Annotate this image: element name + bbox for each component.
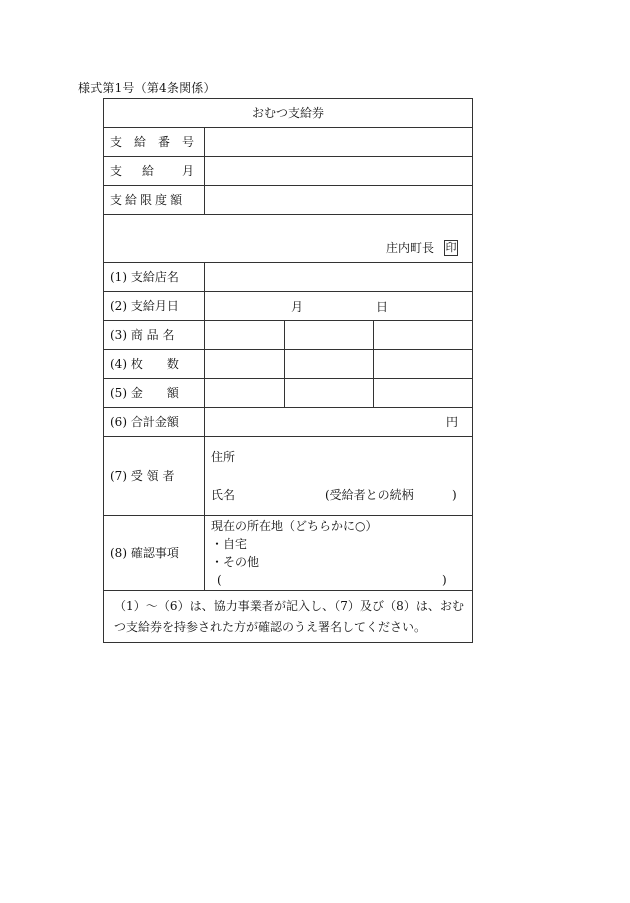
product-name-cell-3[interactable] — [374, 321, 473, 350]
supply-month-field[interactable] — [205, 157, 473, 186]
receiver-name-label: 氏名 — [211, 488, 236, 502]
char: 支 — [110, 164, 123, 178]
receiver-field[interactable] — [205, 437, 473, 516]
mayor-seal-row — [104, 215, 473, 263]
char: 番 — [158, 135, 171, 149]
label-supply-month — [104, 157, 205, 186]
receiver-address-label: 住所 — [211, 450, 236, 464]
amount-cell-3[interactable] — [374, 379, 473, 408]
char: 支 — [110, 193, 123, 207]
receiver-relation-close: ) — [452, 488, 457, 502]
confirmation-field[interactable] — [205, 516, 473, 591]
char: 月 — [182, 164, 195, 178]
instruction-note: （1）～（6）は、協力事業者が記入し、（7）及び（8）は、おむつ支給券を持参された方が確認のうえ署名してください。 — [104, 591, 473, 643]
count-cell-3[interactable] — [374, 350, 473, 379]
label-count: (4) 枚 数 — [104, 350, 205, 379]
supply-limit-field[interactable] — [205, 186, 473, 215]
form-number-label: 様式第1号（第4条関係） — [78, 81, 216, 95]
label-supply-date: (2) 支給月日 — [104, 292, 205, 321]
amount-cell-2[interactable] — [285, 379, 374, 408]
option-other[interactable]: ・その他 — [211, 555, 260, 569]
product-name-cell-1[interactable] — [205, 321, 285, 350]
label-product-name: (3) 商 品 名 — [104, 321, 205, 350]
label-receiver: (7) 受 領 者 — [104, 437, 205, 516]
char: 限 — [140, 193, 153, 207]
total-amount-field[interactable] — [205, 408, 473, 437]
voucher-table — [103, 98, 473, 643]
supply-date-field[interactable] — [205, 292, 473, 321]
supply-number-field[interactable] — [205, 128, 473, 157]
count-cell-1[interactable] — [205, 350, 285, 379]
label-amount: (5) 金 額 — [104, 379, 205, 408]
seal-stamp-box: 印 — [445, 241, 457, 254]
date-month-label: 月 — [291, 300, 304, 314]
char: 支 — [110, 135, 123, 149]
char: 度 — [155, 193, 168, 207]
yen-unit: 円 — [446, 415, 459, 429]
label-confirmation: (8) 確認事項 — [104, 516, 205, 591]
other-paren-open: ( — [217, 573, 222, 587]
receiver-relation-label: (受給者との続柄 — [325, 488, 414, 502]
other-paren-close: ) — [442, 573, 447, 587]
location-heading: 現在の所在地（どちらかに○） — [211, 519, 378, 533]
label-total-amount: (6) 合計金額 — [104, 408, 205, 437]
date-day-label: 日 — [376, 300, 389, 314]
char: 給 — [142, 164, 155, 178]
label-supply-number — [104, 128, 205, 157]
store-name-field[interactable] — [205, 263, 473, 292]
char: 給 — [134, 135, 147, 149]
count-cell-2[interactable] — [285, 350, 374, 379]
char: 給 — [125, 193, 138, 207]
amount-cell-1[interactable] — [205, 379, 285, 408]
mayor-title: 庄内町長 — [386, 240, 435, 255]
label-store-name: (1) 支給店名 — [104, 263, 205, 292]
char: 号 — [182, 135, 195, 149]
product-name-cell-2[interactable] — [285, 321, 374, 350]
char: 額 — [170, 193, 183, 207]
voucher-title: おむつ支給券 — [104, 99, 473, 128]
label-supply-limit — [104, 186, 205, 215]
option-home[interactable]: ・自宅 — [211, 537, 248, 551]
